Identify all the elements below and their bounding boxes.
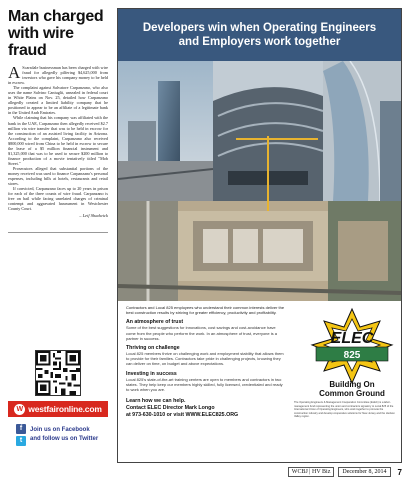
column-divider: [8, 232, 108, 233]
elec-tagline-2: Common Ground: [319, 389, 385, 397]
social-icons: [16, 424, 26, 446]
headline-line-2: with wire fraud: [8, 25, 74, 59]
ad-section-title: Thriving on challenge: [126, 345, 180, 352]
westfair-banner[interactable]: [8, 401, 108, 417]
ad-body: [126, 305, 286, 419]
twitter-icon[interactable]: t: [16, 436, 26, 446]
construction-photo-collage: [118, 61, 401, 301]
ad-section-text: Some of the best suggestions for innovations, cost savings and cost-avoidance have come from the people who perform the work. In an atmosphere of trust, everyone is a partner in success.: [126, 325, 277, 341]
qr-code-graphic: [36, 351, 80, 395]
ad-section-text: Local 825's state-of-the-art training centers are open to members and contractors in two states. They help keep our members highly skilled, fully licensed, credentialed and ready to work when you are.: [126, 376, 283, 393]
promo-block: [8, 350, 108, 446]
ad-section-title: Investing in success: [126, 370, 177, 377]
elec-logo-graphic: [308, 307, 396, 397]
social-follow: [8, 424, 108, 446]
westfair-url[interactable]: westfaironline.com: [28, 404, 102, 414]
facebook-icon[interactable]: f: [16, 424, 26, 434]
page-number: 7: [397, 467, 402, 477]
article-paragraph: Prosecutors alleged that substantial portions of the money received was used to finance Carpanzano's personal expenses, including bills at hotels, restaurants and retail stores.: [8, 165, 108, 187]
ad-section-title: An atmosphere of trust: [126, 319, 184, 326]
ad-intro: Contractors and Local 825 employees who understand their common interests deliver the best construction results by striving for greater efficiency, productivity and profitability.: [126, 305, 285, 316]
article-paragraph: If convicted, Carpanzano faces up to 20 years in prison for each of the three counts of wire fraud. Carpanzano is free on bail while facing unrelated charges of criminal contempt and aggravated harassment in Westchester County Court.: [8, 186, 108, 212]
ad-headline: Developers win when Operating Engineers and Employers work together: [118, 9, 401, 61]
ad-section-text: Local 825 members thrive on challenging work and employment stability that allows them to provide for their families. Contractors take pride in challenging projects, knowing they can deliver on time, on budget and above expectations.: [126, 351, 284, 367]
elec-advertisement: [117, 8, 402, 463]
ad-call-to-action: Learn how we can help. Contact ELEC Director Mark Longo at 973-630-1010 or visit WWW.ELEC825.ORG: [126, 398, 239, 419]
article-headline: [8, 8, 108, 59]
article-paragraph: The complaint against Salvatore Carpanzano, who also uses the name Salvino Caniuglii, unsealed in federal court in White Plains on Nov. 25, detailed how Carpanzano allegedly created a limited liability company that he positioned to appear to be an affiliate of a legitimate bank in the United Arab Emirates.: [8, 85, 108, 116]
article-paragraph: While claiming that his company was affiliated with the bank in the UAE, Carpanzano then allegedly received $2.7 million via wire transfer that was to be held in escrow for the construction of an assisted living facility in Arizona. According to the complaint, Carpanzano also received $800,000 wired from China to be held in escrow to secure the lease of a $5 million financial instrument and $1,325,000 that was to be used to secure $200 million to finance production of a movie tentatively titled "Mob Street.": [8, 115, 108, 166]
elec-logo: [308, 307, 396, 402]
drop-cap: A: [8, 63, 21, 82]
article-column: [8, 8, 108, 233]
ad-fineprint: The Operating Engineers & Management Cooperation Committee (ELEC) is a labor-management fund representing the union and contractors signatory to Local 825 of the International Union of Operating Engineers, who work together to promote the construction industry and develop cooperative solutions for New Jersey and the Hudson Valley region.: [294, 401, 395, 419]
headline-line-1: Man charged: [8, 8, 104, 25]
article-paragraph: A Scarsdale businessman has been charged with wire fraud for allegedly pilfering $4,625,000 from investors who gave his company money to be held in escrow.: [8, 63, 108, 86]
article-byline: – Leif Shadwick: [79, 213, 108, 219]
elec-number: 825: [343, 350, 361, 361]
qr-code[interactable]: [35, 350, 81, 396]
article-body: [8, 65, 108, 218]
page-footer: [288, 467, 402, 477]
social-text: Join us on Facebook and follow us on Twitter: [30, 427, 99, 442]
westfair-logo-icon: W: [14, 404, 25, 415]
issue-date: December 8, 2014: [338, 467, 390, 477]
publication-tag: WCBJ | HV Biz: [288, 467, 335, 477]
elec-wordmark: ELEC: [330, 330, 374, 347]
elec-tagline-1: Building On: [329, 380, 375, 389]
construction-photo: [118, 61, 401, 301]
